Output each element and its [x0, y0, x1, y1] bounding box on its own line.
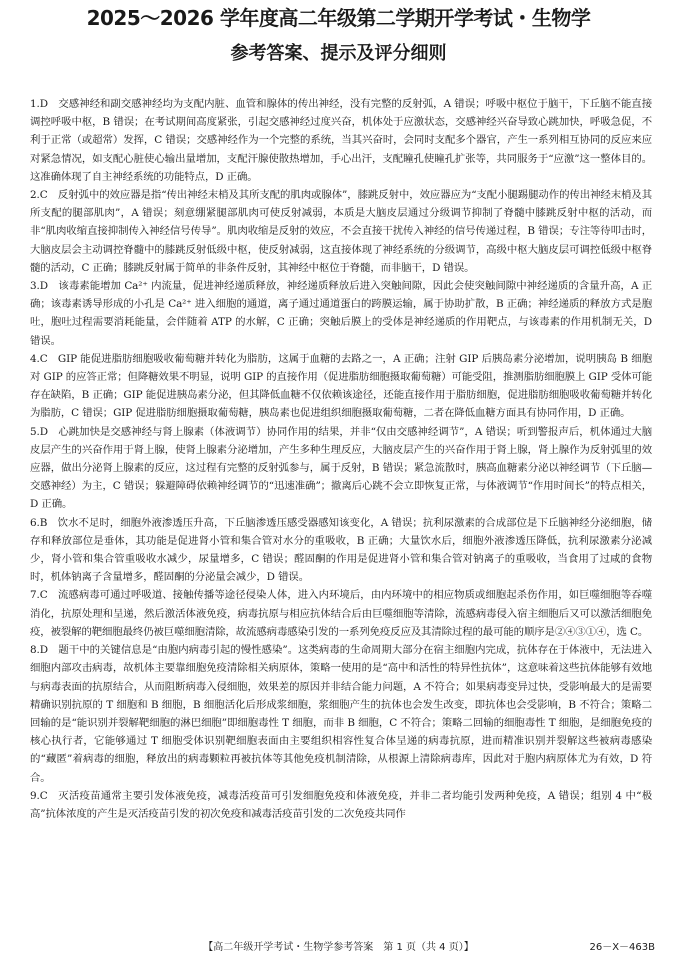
answer-number: 1.D	[30, 98, 48, 110]
footer-page-info: 【高二年级开学考试・生物学参考答案 第 1 页（共 4 页）】	[203, 942, 474, 953]
answer-number: 8.D	[30, 644, 48, 657]
answer-item	[30, 277, 652, 350]
answer-number: 7.C	[30, 589, 48, 602]
answer-item	[30, 641, 652, 787]
answer-item	[30, 787, 652, 823]
answer-list	[30, 95, 652, 930]
answer-item	[30, 514, 652, 587]
answer-text: 流感病毒可通过呼吸道、接触传播等途径侵染人体，进入内环境后，由内环境中的相应物质或细胞起杀伤作用，如巨噬细胞等吞噬消化，抗原处理和呈递，然后激活体液免疫，病毒抗原与相应抗体结合后由巨噬细胞等清除，流感病毒侵入宿主细胞后又可以激活细胞免疫，被裂解的靶细胞最终仍被巨噬细胞清除，故流感病毒感染引发的一系列免疫反应及其清除过程的最可能的顺序是②④③①④，选 C。	[30, 589, 652, 638]
page-footer	[0, 939, 677, 957]
answer-number: 4.C	[30, 352, 48, 365]
answer-text: 灭活疫苗通常主要引发体液免疫，减毒活疫苗可引发细胞免疫和体液免疫，并非二者均能引发两种免疫，A 错误；组别 4 中“极高”抗体浓度的产生是灭活疫苗引发的初次免疫和减毒活疫苗引发的二次免疫共同作	[30, 789, 652, 820]
answer-number: 6.B	[30, 516, 48, 529]
answer-text: 该毒素能增加 Ca²⁺ 内流量，促进神经递质释放，神经递质释放后进入突触间隙，因此会使突触间隙中神经递质的含量升高，A 正确；该毒素诱导形成的小孔是 Ca²⁺ 进入细胞的通道，离子通过通道蛋白的跨膜运输，属于协助扩散，B 正确；神经递质的释放方式是胞吐，胞吐过程需要消耗能量，会伴随着 ATP 的水解，C 正确；突触后膜上的受体是神经递质的作用靶点，与该毒素的作用机制无关，D 错误。	[30, 280, 652, 347]
answer-number: 2.C	[30, 189, 48, 202]
answer-item	[30, 95, 652, 186]
answer-item	[30, 423, 652, 514]
answer-text: 交感神经和副交感神经均为支配内脏、血管和腺体的传出神经，没有完整的反射弧，A 错误；呼吸中枢位于脑干，下丘脑不能直接调控呼吸中枢，B 错误；在考试期间高度紧张，引起交感神经过度兴奋，机体处于应激状态，交感神经兴奋导致心跳加快，呼吸急促，不利于正常（或超常）发挥，C 错误；交感神经作为一个完整的系统，当其兴奋时，会同时支配多个器官，产生一系列相互协同的反应来应对紧急情况，如支配心脏使心输出量增加，支配汗腺使散热增加，手心出汗，支配瞳孔使瞳孔扩张等，共同服务于“应激”这一整体目的。这准确体现了自主神经系统的功能特点，D 正确。	[30, 98, 652, 183]
answer-text: 题干中的关键信息是“由胞内病毒引起的慢性感染”。这类病毒的生命周期大部分在宿主细胞内完成，抗体存在于体液中，无法进入细胞内部攻击病毒，故机体主要靠细胞免疫清除相关病原体，策略一使用的是“高中和活性的特异性抗体”，这意味着这些抗体能够有效地与病毒表面的抗原结合，从而阻断病毒入侵细胞，效果差的原因并非结合能力问题，A 不符合；如果病毒变异过快，受影响最大的是需要精确识别抗原的 T 细胞和 B 细胞，B 细胞活化后形成浆细胞，浆细胞产生的抗体也会发生改变，即抗体也会受影响，B 不符合；策略二回输的是“能识别并裂解靶细胞的淋巴细胞”即细胞毒性 T 细胞，而非 B 细胞，C 不符合；策略二回输的细胞毒性 T 细胞，是细胞免疫的核心执行者，它能够通过 T 细胞受体识别靶细胞表面由主要组织相容性复合体呈递的病毒抗原，进而精准识别并裂解这些被病毒感染的“藏匿”着病毒的细胞，释放出的病毒颗粒再被抗体等其他免疫机制清除，从根源上清除病毒库，因此对于胞内病原体尤为有效，D 符合。	[30, 644, 652, 784]
answer-number: 3.D	[30, 280, 48, 293]
answer-text: 心跳加快是交感神经与肾上腺素（体液调节）协同作用的结果，并非“仅由交感神经调节”，A 错误；听到警报声后，机体通过大脑皮层产生的兴奋作用于肾上腺，使肾上腺素分泌增加，产生多种生理反应，大脑皮层产生的兴奋作用于肾上腺，肾上腺作为反射弧里的效应器，做出分泌肾上腺素的反应，这过程有完整的反射弧参与，属于反射，B 错误；紧急流散时，胰高血糖素分泌以神经调节（下丘脑—交感神经）为主，C 错误；躲避障碍依赖神经调节的“迅速准确”；撤离后心跳不会立即恢复正常，与体液调节“作用时间长”的特点相关，D 正确。	[30, 425, 652, 511]
answer-text: GIP 能促进脂肪细胞吸收葡萄糖并转化为脂肪，这属于血糖的去路之一，A 正确；注射 GIP 后胰岛素分泌增加，说明胰岛 B 细胞对 GIP 的应答正常；但降糖效果不明显，说明 GIP 的直接作用（促进脂肪细胞摄取葡萄糖）可能受阻，推测脂肪细胞膜上 GIP 受体可能存在缺陷，B 正确；GIP 能促进胰岛素分泌，但其降低血糖不仅依赖该途径，还能直接作用于脂肪细胞，促进脂肪细胞吸收葡萄糖并转化为脂肪，C 错误；GIP 促进脂肪细胞摄取葡萄糖，胰岛素也促进组织细胞摄取葡萄糖，二者在降低血糖方面具有协同作用，D 正确。	[30, 352, 652, 420]
answer-item	[30, 350, 652, 423]
answer-item	[30, 586, 652, 641]
document-title: 2025～2026 学年度高二年级第二学期开学考试・生物学	[86, 6, 591, 30]
footer-code: 26－X－463B	[589, 942, 655, 953]
answer-number: 9.C	[30, 789, 48, 802]
answer-item	[30, 186, 652, 277]
answer-text: 饮水不足时，细胞外液渗透压升高，下丘脑渗透压感受器感知该变化，A 错误；抗利尿激素的合成部位是下丘脑神经分泌细胞，储存和释放部位是垂体，其功能是促进肾小管和集合管对水分的重吸收，B 正确；大量饮水后，细胞外液渗透压降低，抗利尿激素分泌减少，肾小管和集合管重吸收水减少，尿量增多，C 错误；醛固酮的作用是促进肾小管和集合管对钠离子的重吸收，当食用了过咸的食物时，机体钠离子含量增多，醛固酮的分泌量会减少，D 错误。	[30, 516, 652, 584]
answer-text: 反射弧中的效应器是指“传出神经末梢及其所支配的肌肉或腺体”，膝跳反射中，效应器应为“支配小腿踢腿动作的传出神经末梢及其所支配的腿部肌肉”，A 错误；刻意绷紧腿部肌肉可使反射减弱，本质是大脑皮层通过分级调节抑制了脊髓中膝跳反射中枢的活动，而非“肌肉收缩直接抑制传入神经信号传导”。肌肉收缩是反射的效应，不会直接干扰传入神经的信号传递过程，B 错误；专注等待叩击时，大脑皮层会主动调控脊髓中的膝跳反射低级中枢，使反射减弱，这直接体现了神经系统的分级调节，高级中枢大脑皮层可调控低级中枢脊髓的活动，C 正确；膝跳反射属于简单的非条件反射，其神经中枢位于脊髓，而非脑干，D 错误。	[30, 189, 652, 274]
answer-number: 5.D	[30, 425, 48, 438]
document-subtitle: 参考答案、提示及评分细则	[230, 43, 447, 64]
